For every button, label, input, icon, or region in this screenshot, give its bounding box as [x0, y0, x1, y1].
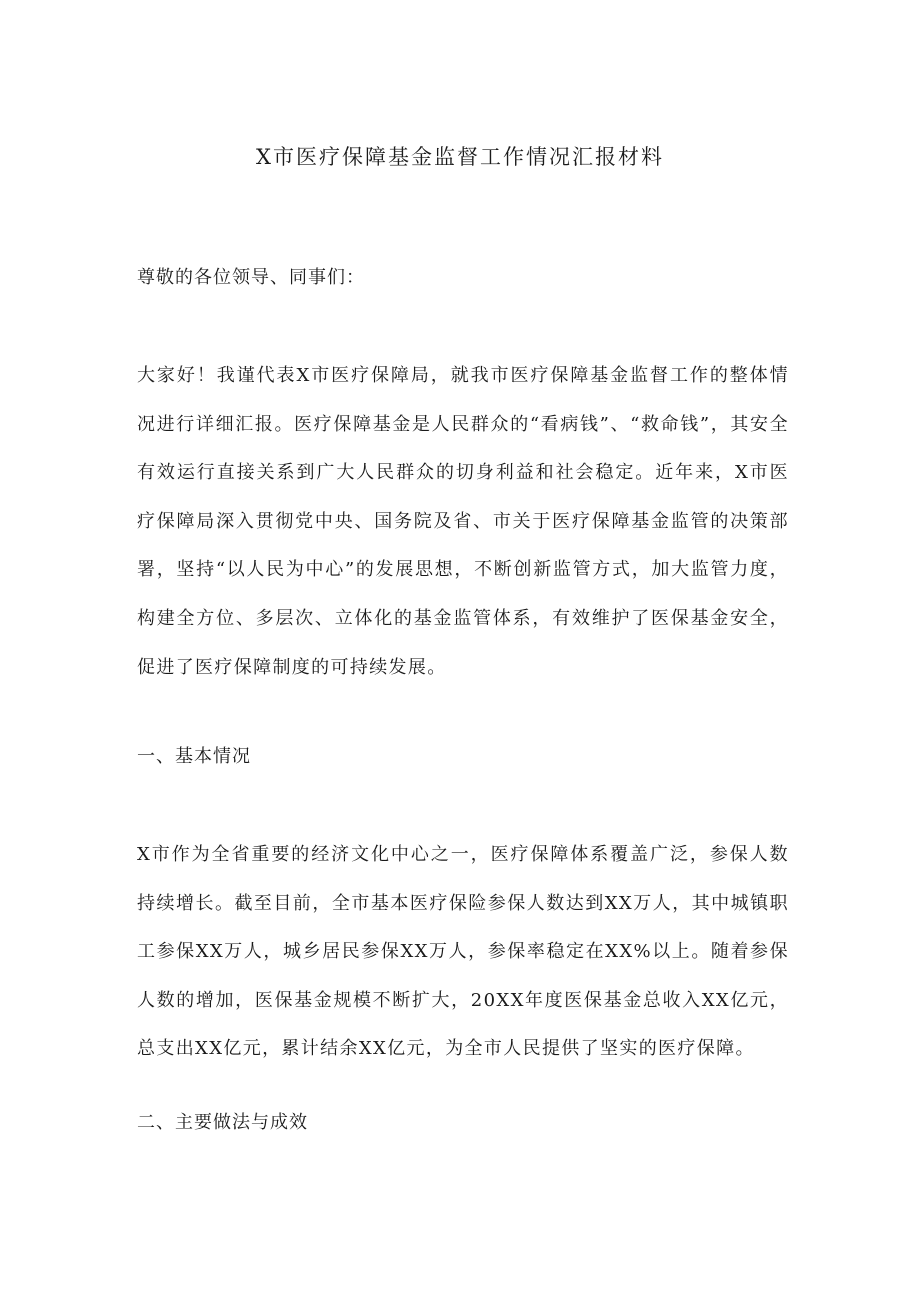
section-heading-basic-situation: 一、基本情况 [137, 746, 251, 767]
section-heading-main-practices: 二、主要做法与成效 [137, 1112, 308, 1133]
intro-paragraph: 大家好！我谨代表X市医疗保障局，就我市医疗保障基金监督工作的整体情况进行详细汇报。医疗保障基金是人民群众的“看病钱”、“救命钱”，其安全有效运行直接关系到广大人民群众的切身利益和社会稳定。近年来，X市医疗保障局深入贯彻党中央、国务院及省、市关于医疗保障基金监管的决策部署，坚持“以人民为中心”的发展思想，不断创新监管方式，加大监管力度，构建全方位、多层次、立体化的基金监管体系，有效维护了医保基金安全，促进了医疗保障制度的可持续发展。 [137, 365, 789, 678]
salutation: 尊敬的各位领导、同事们： [137, 267, 365, 288]
basic-situation-paragraph: X市作为全省重要的经济文化中心之一，医疗保障体系覆盖广泛，参保人数持续增长。截至目前，全市基本医疗保险参保人数达到XX万人，其中城镇职工参保XX万人，城乡居民参保XX万人，参保率稳定在XX%以上。随着参保人数的增加，医保基金规模不断扩大，20XX年度医保基金总收入XX亿元，总支出XX亿元，累计结余XX亿元，为全市人民提供了坚实的医疗保障。 [137, 844, 789, 1060]
document-title: X市医疗保障基金监督工作情况汇报材料 [256, 145, 664, 169]
